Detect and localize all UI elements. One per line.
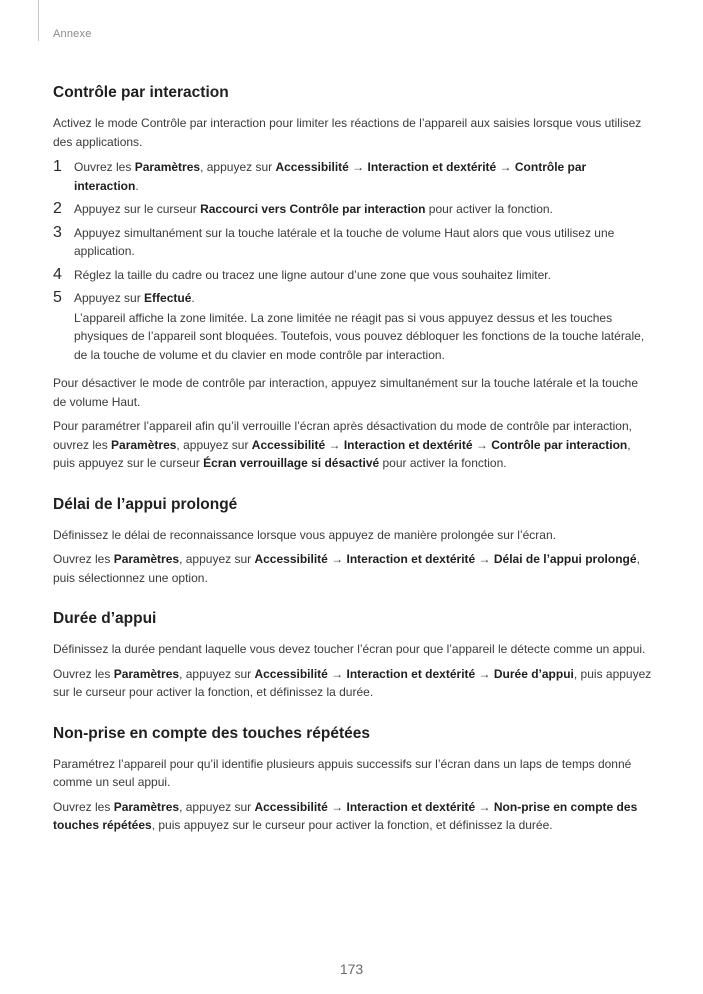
step-number: 5 — [53, 289, 62, 306]
section-label: Annexe — [53, 28, 92, 40]
step-text: Ouvrez les Paramètres, appuyez sur Accessibilité → Interaction et dextérité → Contrôle par interaction. — [74, 160, 587, 193]
steps-list — [53, 158, 653, 364]
lock-screen-paragraph: Pour paramétrer l’appareil afin qu’il verrouille l’écran après désactivation du mode de contrôle par interaction, ouvrez les Paramètres, appuyez sur Accessibilité → Interaction et dextérité → Contrôle par interaction, puis appuyez sur le curseur Écran verrouillage si désactivé pour activer la fonction. — [53, 419, 632, 470]
step-item — [53, 224, 653, 261]
step-item — [53, 266, 653, 285]
step-number: 2 — [53, 200, 62, 217]
section-intro: Définissez le délai de reconnaissance lorsque vous appuyez de manière prolongée sur l’écran. — [53, 527, 556, 542]
section-title-ignore-repeated-touches: Non-prise en compte des touches répétées — [53, 724, 370, 742]
step-note: L’appareil affiche la zone limitée. La zone limitée ne réagit pas si vous appuyez dessus et les touches physiques de l’appareil sont bloquées. Toutefois, vous pouvez débloquer les fonctions de la touche latérale, de la touche de volume et du clavier en mode contrôle par interaction. — [74, 310, 645, 362]
navigation-path: Ouvrez les Paramètres, appuyez sur Accessibilité → Interaction et dextérité → Non-prise en compte des touches répétées, puis appuyez sur le curseur pour activer la fonction, et définissez la durée. — [53, 799, 638, 832]
step-item — [53, 200, 653, 219]
step-text: Réglez la taille du cadre ou tracez une ligne autour d’une zone que vous souhaitez limiter. — [74, 267, 551, 282]
step-text: Appuyez sur le curseur Raccourci vers Contrôle par interaction pour activer la fonction. — [74, 202, 553, 216]
step-text: Appuyez simultanément sur la touche latérale et la touche de volume Haut alors que vous utilisez une application. — [74, 225, 615, 258]
step-item — [53, 158, 653, 195]
step-number: 1 — [53, 158, 62, 175]
step-text: Appuyez sur Effectué. L’appareil affiche la zone limitée. La zone limitée ne réagit pas si vous appuyez dessus et les touches physiques de l’appareil sont bloquées. Toutefois, vous pouvez débloquer les fonctions de la touche latérale, de la touche de volume et du clavier en mode contrôle par interaction. — [74, 289, 653, 364]
page-content — [53, 82, 653, 841]
step-number: 4 — [53, 265, 62, 283]
disable-paragraph: Pour désactiver le mode de contrôle par interaction, appuyez simultanément sur la touche latérale et la touche de volume Haut. — [53, 376, 638, 409]
header-divider — [38, 0, 39, 41]
navigation-path: Ouvrez les Paramètres, appuyez sur Accessibilité → Interaction et dextérité → Délai de l’appui prolongé, puis sélectionnez une option. — [53, 552, 640, 585]
step-number: 3 — [53, 223, 62, 241]
section-intro: Activez le mode Contrôle par interaction pour limiter les réactions de l’appareil aux saisies lorsque vous utilisez des applications. — [53, 116, 642, 149]
navigation-path: Ouvrez les Paramètres, appuyez sur Accessibilité → Interaction et dextérité → Durée d’appui, puis appuyez sur le curseur pour activer la fonction, et définissez la durée. — [53, 666, 652, 699]
section-title-long-press-delay: Délai de l’appui prolongé — [53, 495, 238, 513]
section-intro: Définissez la durée pendant laquelle vous devez toucher l’écran pour que l’appareil le détecte comme un appui. — [53, 642, 646, 656]
section-intro: Paramétrez l’appareil pour qu’il identifie plusieurs appuis successifs sur l’écran dans un laps de temps donné comme un seul appui. — [53, 756, 632, 789]
section-title-tap-duration: Durée d’appui — [53, 610, 157, 627]
section-title-interaction-control: Contrôle par interaction — [53, 84, 229, 101]
step-item — [53, 289, 653, 364]
page-number: 173 — [339, 961, 364, 977]
